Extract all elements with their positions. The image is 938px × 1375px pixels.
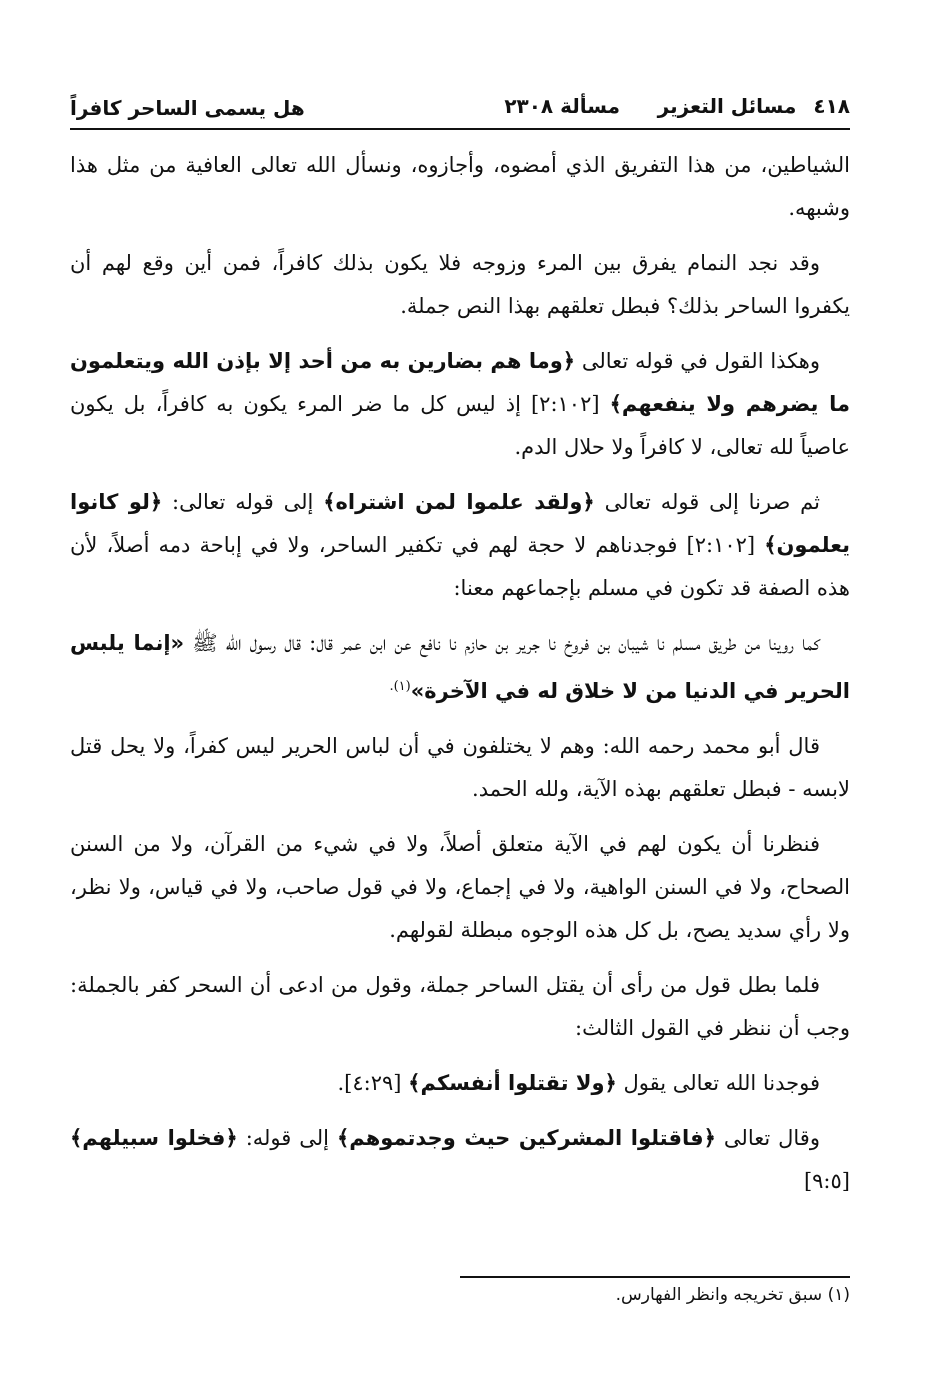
quoted-text: ﴿لو كانوا يعلمون﴾ (70, 490, 850, 557)
text-segment: وقال تعالى (715, 1126, 820, 1150)
footnote-separator (460, 1276, 850, 1278)
footnote: (١) سبق تخريجه وانظر الفهارس. (615, 1285, 850, 1305)
text-segment: الشياطين، من هذا التفريق الذي أمضوه، وأجازوه، ونسأل الله تعالى العافية من مثل هذا وشبهه. (70, 153, 850, 220)
text-segment: فلما بطل قول من رأى أن يقتل الساحر جملة، وقول من ادعى أن السحر كفر بالجملة: وجب أن ننظر في القول الثالث: (70, 973, 850, 1040)
text-segment: قال أبو محمد رحمه الله: وهم لا يختلفون في أن لباس الحرير ليس كفراً، ولا يحل قتل لابسه - فبطل تعلقهم بهذه الآية، ولله الحمد. (70, 734, 850, 801)
book-page (70, 80, 850, 1340)
text-segment: إلى قوله: (237, 1126, 337, 1150)
quoted-text: ﴿ولا تقتلوا أنفسكم﴾ (408, 1071, 617, 1095)
paragraph (70, 622, 850, 713)
text-segment: وقد نجد النمام يفرق بين المرء وزوجه فلا يكون بذلك كافراً، فمن أين وقع لهم أن يكفروا الساحر بذلك؟ فبطل تعلقهم بهذا النص جملة. (70, 251, 850, 318)
paragraph (70, 144, 850, 230)
text-segment: فنظرنا أن يكون لهم في الآية متعلق أصلاً، ولا في شيء من القرآن، ولا من السنن الصحاح، ولا في السنن الواهية، ولا في إجماع، ولا في قول صاحب، ولا في قياس، ولا نظر، ولا رأي سديد يصح، بل كل هذه الوجوه مبطلة لقولهم. (70, 832, 850, 942)
text-segment: [٢:١٠٢] إذ ليس كل ما ضر المرء يكون به كافراً، بل يكون عاصياً لله تعالى، لا كافراً ولا حلال الدم. (70, 392, 850, 459)
text-segment: ثم صرنا إلى قوله تعالى (594, 490, 821, 514)
text-segment: وهكذا القول في قوله تعالى (575, 349, 820, 373)
book-section-title: مسائل التعزير (657, 94, 797, 118)
paragraph (70, 964, 850, 1050)
header-page-info (658, 94, 850, 118)
paragraph (70, 1062, 850, 1105)
paragraph (70, 823, 850, 952)
quoted-text: ﴿ولقد علموا لمن اشتراه﴾ (323, 490, 595, 514)
quoted-text: ﴿فخلوا سبيلهم﴾ (70, 1126, 238, 1150)
text-segment: كما روينا من طريق مسلم نا شيبان بن فروخ نا جرير بن حازم نا نافع عن ابن عمر قال: قال رسول الله ﷺ (184, 631, 820, 655)
text-segment: [٢:١٠٢] فوجدناهم لا حجة لهم في تكفير الساحر، ولا في إباحة دمه أصلاً، لأن هذه الصفة قد تكون في مسلم بإجماعهم معنا: (70, 533, 850, 600)
paragraph (70, 725, 850, 811)
footnote-marker: (١). (389, 679, 411, 694)
text-segment: [٩:٥] (803, 1169, 850, 1193)
quoted-text: «إنما يلبس الحرير في الدنيا من لا خلاق له في الآخرة» (70, 631, 850, 703)
paragraph (70, 242, 850, 328)
running-header (70, 80, 850, 130)
paragraph (70, 340, 850, 469)
quoted-text: ﴿وما هم بضارين به من أحد إلا بإذن الله ويتعلمون ما يضرهم ولا ينفعهم﴾ (70, 349, 850, 416)
text-segment: [٤:٢٩]. (337, 1071, 409, 1095)
issue-number: مسألة ٢٣٠٨ (504, 94, 620, 118)
paragraph (70, 1117, 850, 1203)
text-segment: إلى قوله تعالى: (162, 490, 324, 514)
paragraph (70, 481, 850, 610)
text-segment: فوجدنا الله تعالى يقول (616, 1071, 820, 1095)
topic-title: هل يسمى الساحر كافراً (70, 96, 305, 120)
main-text (70, 144, 850, 1203)
quoted-text: ﴿فاقتلوا المشركين حيث وجدتموهم﴾ (336, 1126, 716, 1150)
page-number: ٤١٨ (813, 94, 850, 118)
